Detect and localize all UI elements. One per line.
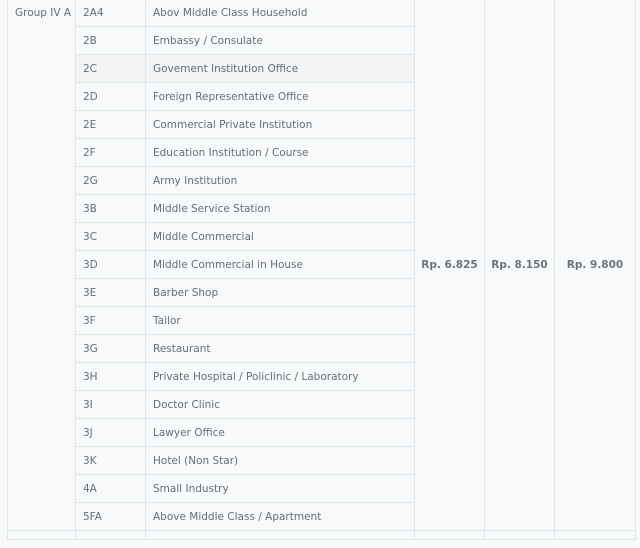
tariff-table — [7, 0, 636, 540]
code-cell: 3C — [76, 223, 146, 251]
code-cell: 4A — [76, 475, 146, 503]
description-cell: Middle Commercial — [146, 223, 415, 251]
code-cell: 2B — [76, 27, 146, 55]
description-cell: Above Middle Class / Apartment — [146, 503, 415, 531]
price-cell-2: Rp. 8.150 — [485, 0, 555, 531]
code-cell: 3I — [76, 391, 146, 419]
description-cell: Lawyer Office — [146, 419, 415, 447]
code-cell: 3J — [76, 419, 146, 447]
description-cell: Small Industry — [146, 475, 415, 503]
description-cell: Abov Middle Class Household — [146, 0, 415, 27]
code-cell: 2E — [76, 111, 146, 139]
description-cell: Embassy / Consulate — [146, 27, 415, 55]
description-cell: Tailor — [146, 307, 415, 335]
code-cell: 2C — [76, 55, 146, 83]
table-row — [8, 0, 636, 27]
description-cell: Army Institution — [146, 167, 415, 195]
empty-cell — [555, 531, 636, 540]
empty-cell — [485, 531, 555, 540]
code-cell: 2A4 — [76, 0, 146, 27]
description-cell: Commercial Private Institution — [146, 111, 415, 139]
description-cell: Barber Shop — [146, 279, 415, 307]
group-cell: Group IV A — [8, 0, 76, 531]
code-cell: 3B — [76, 195, 146, 223]
price-cell-3: Rp. 9.800 — [555, 0, 636, 531]
description-cell: Foreign Representative Office — [146, 83, 415, 111]
description-cell: Hotel (Non Star) — [146, 447, 415, 475]
empty-cell — [76, 531, 146, 540]
description-cell: Govement Institution Office — [146, 55, 415, 83]
description-cell: Middle Service Station — [146, 195, 415, 223]
description-cell: Middle Commercial in House — [146, 251, 415, 279]
tariff-table-body — [8, 0, 636, 540]
empty-cell — [146, 531, 415, 540]
description-cell: Doctor Clinic — [146, 391, 415, 419]
code-cell: 2F — [76, 139, 146, 167]
empty-cell — [415, 531, 485, 540]
code-cell: 5FA — [76, 503, 146, 531]
code-cell: 3H — [76, 363, 146, 391]
code-cell: 2G — [76, 167, 146, 195]
code-cell: 3F — [76, 307, 146, 335]
code-cell: 2D — [76, 83, 146, 111]
code-cell: 3D — [76, 251, 146, 279]
description-cell: Private Hospital / Policlinic / Laboratory — [146, 363, 415, 391]
code-cell: 3K — [76, 447, 146, 475]
table-row-partial — [8, 531, 636, 540]
description-cell: Education Institution / Course — [146, 139, 415, 167]
code-cell: 3E — [76, 279, 146, 307]
code-cell: 3G — [76, 335, 146, 363]
price-cell-1: Rp. 6.825 — [415, 0, 485, 531]
description-cell: Restaurant — [146, 335, 415, 363]
empty-cell — [8, 531, 76, 540]
